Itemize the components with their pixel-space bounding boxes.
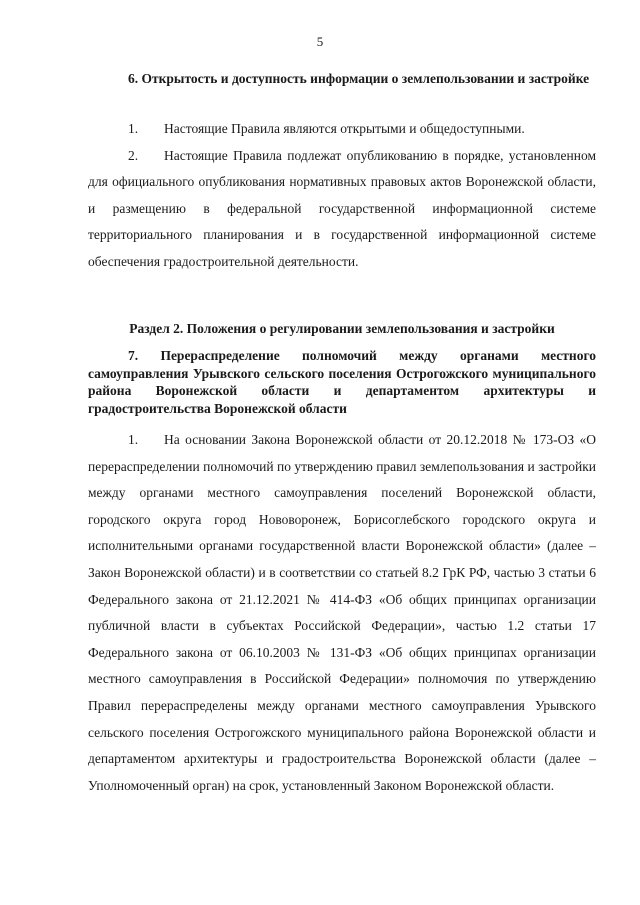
- page-number: 5: [316, 34, 324, 49]
- section-6-item-1: [88, 116, 596, 143]
- item-text: На основании Закона Воронежской области от 20.12.2018 № 173-ОЗ «О перераспределении полномочий по утверждению правил землепользования и застройки между органами местного самоуправления поселений Воронежской области, городского округа город Нововоронеж, Борисоглебского городского округа и исполнительными органами государственной власти Воронежской области» (далее – Закон Воронежской области) и в соответствии со статьей 8.2 ГрК РФ, частью 3 статьи 6 Федерального закона от 21.12.2021 № 414-ФЗ «Об общих принципах организации публичной власти в субъектах Российской Федерации», частью 1.2 статьи 17 Федерального закона от 06.10.2003 № 131-ФЗ «Об общих принципах организации местного самоуправления в Российской Федерации» полномочия по утверждению Правил перераспределены между органами местного самоуправления Урывского сельского поселения Острогожского муниципального района Воронежской области и департаментом архитектуры и градостроительства Воронежской области (далее – Уполномоченный орган) на срок, установленный Законом Воронежской области.: [88, 432, 596, 793]
- section-7-item-1: [88, 427, 596, 799]
- section-6: [88, 70, 596, 88]
- item-number: 1.: [128, 121, 139, 136]
- section-6-item-2: [88, 143, 596, 276]
- item-number: 1.: [128, 432, 139, 447]
- section-7: [88, 347, 596, 417]
- chapter-2-heading: Раздел 2. Положения о регулировании землепользования и застройки: [129, 321, 555, 336]
- item-text: Настоящие Правила подлежат опубликованию в порядке, установленном для официального опубликования нормативных правовых актов Воронежской области, и размещению в федеральной государственной информационной системе территориального планирования и в государственной информационной системе обеспечения градостроительной деятельности.: [88, 147, 596, 269]
- section-7-body: [88, 427, 596, 799]
- section-6-body: [88, 116, 596, 276]
- section-6-heading: 6. Открытость и доступность информации о землепользовании и застройке: [128, 71, 590, 86]
- section-7-heading: 7. Перераспределение полномочий между органами местного самоуправления Урывского сельского поселения Острогожского муниципального района Воронежской области и департаментом архитектуры и градостроительства Воронежской области: [88, 348, 596, 416]
- item-text: Настоящие Правила являются открытыми и общедоступными.: [164, 121, 525, 136]
- item-number: 2.: [128, 147, 139, 163]
